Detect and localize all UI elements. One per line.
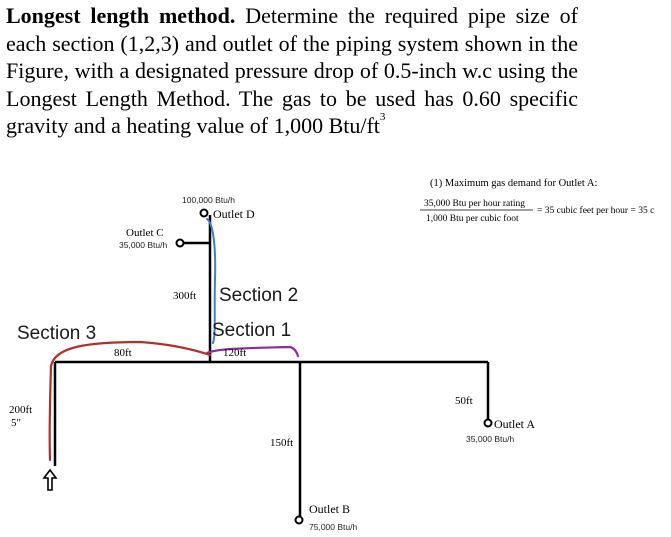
mid-run-length: 120ft <box>223 347 247 359</box>
outlet-c-rating: 35,000 Btu/h <box>119 240 168 250</box>
supply-riser-length: 200ft <box>9 404 33 416</box>
outlet-b-label: Outlet B <box>309 502 350 516</box>
supply-flow-arrow-icon <box>44 470 56 490</box>
calc-heading: (1) Maximum gas demand for Outlet A: <box>430 178 598 189</box>
section-2-label: Section 2 <box>219 285 299 306</box>
pipe-network <box>55 215 488 518</box>
section-1-highlight <box>207 347 298 356</box>
section-3-highlight <box>50 342 210 460</box>
outlet-c-label: Outlet C <box>126 227 164 239</box>
outlet-c-valve-icon <box>177 240 184 247</box>
problem-body: Determine the required pipe size of each section (1,2,3) and outlet of the piping system shown in the Figure, with a designated pressure drop of 0.5-inch w.c using the Longest Length Method. The gas to be used has 0.60 specific gravity and a heating value of 1,000 Btu/ft <box>6 3 579 138</box>
problem-title: Longest length method. <box>6 3 236 28</box>
problem-superscript: 3 <box>379 111 386 123</box>
outlet-a-label: Outlet A <box>494 417 535 431</box>
branch-b-length: 150ft <box>270 437 294 449</box>
calc-numerator: 35,000 Btu per hour rating <box>424 199 526 209</box>
section-3-label: Section 3 <box>17 323 97 344</box>
outlet-a-rating: 35,000 Btu/h <box>466 434 515 444</box>
outlet-d-valve-icon <box>201 210 208 217</box>
calc-denominator: 1,000 Btu per cubic foot <box>426 214 519 224</box>
outlet-d-rating: 100,000 Btu/h <box>182 195 235 205</box>
supply-pipe-size: 5" <box>11 417 21 429</box>
section-1-label: Section 1 <box>212 320 292 341</box>
outlet-b-rating: 75,000 Btu/h <box>309 522 358 532</box>
outlet-a-valve-icon <box>485 420 492 427</box>
outlet-b-valve-icon <box>296 517 303 524</box>
riser-length: 300ft <box>173 290 197 302</box>
calc-result: = 35 cubic feet per hour = 35 c <box>537 206 655 216</box>
left-run-length: 80ft <box>114 347 132 359</box>
branch-a-length: 50ft <box>455 395 473 407</box>
outlet-d-label: Outlet D <box>213 207 255 221</box>
